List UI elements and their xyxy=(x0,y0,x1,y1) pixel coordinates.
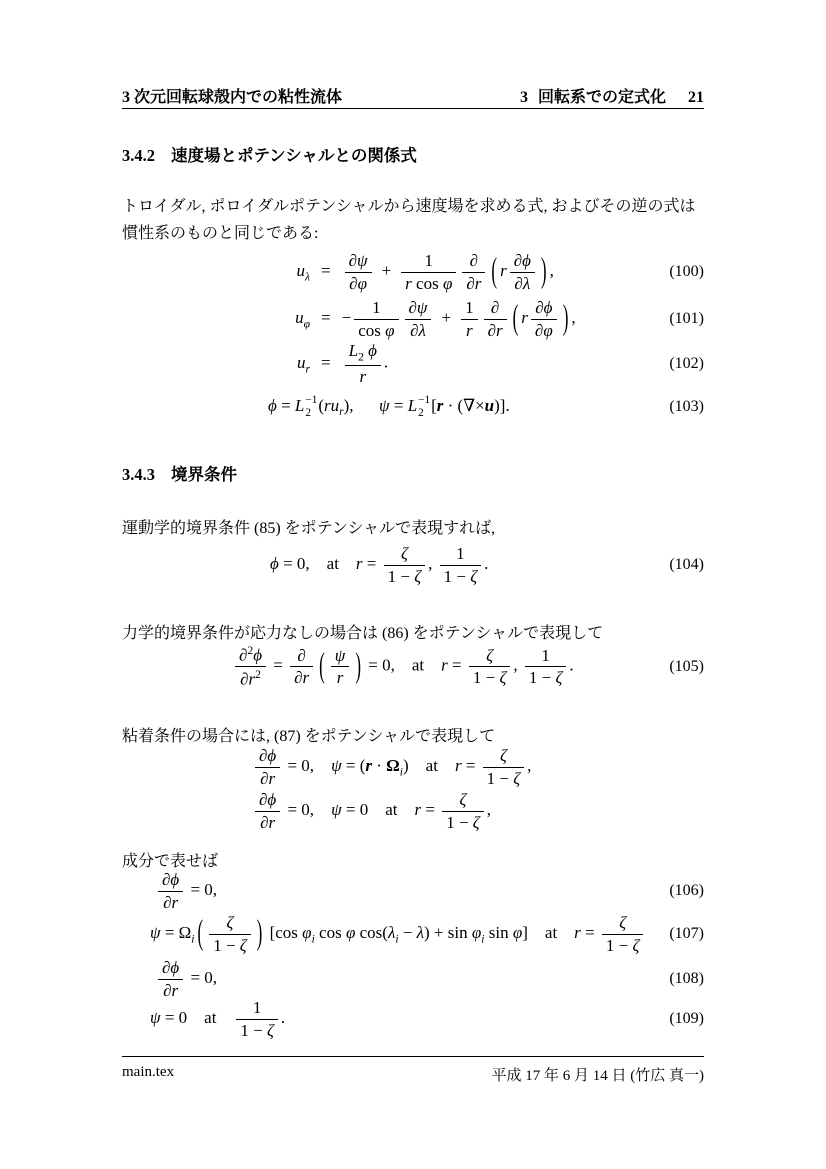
equation-body: ϕ = 0, at r = $\frac{\zeta}{1 - \zeta}$ , $\frac{1}{1 - \zeta}$ . xyxy=(270,543,489,586)
equation-104 xyxy=(122,543,704,587)
header-left-number: 3 xyxy=(122,89,130,106)
section-title: 境界条件 xyxy=(171,466,237,484)
header-right xyxy=(520,84,704,107)
page-header xyxy=(122,84,704,107)
section-heading-343 xyxy=(122,461,704,485)
footer-filename: main.tex xyxy=(122,1064,175,1080)
equation-103 xyxy=(122,385,704,429)
equation-number: (103) xyxy=(669,398,704,415)
equation-number: (109) xyxy=(669,1010,704,1027)
equation-body: $u_\varphi$ = − $\frac{1}{\text{cos φ}}$ $\frac{\partial\psi}{\partial\lambda}$ + $\frac{1}{r}$ ∂ ∂r ( r $\frac{\partial\phi}{\partial\varphi}$ ) , xyxy=(295,297,576,340)
equation-108 xyxy=(122,957,704,1001)
header-section-title: 回転系での定式化 xyxy=(537,89,666,106)
equation-number: (105) xyxy=(669,657,704,675)
equation-number: (100) xyxy=(669,263,704,280)
equation-102 xyxy=(122,341,704,386)
header-left-title: 次元回転球殻内での粘性流体 xyxy=(134,89,343,106)
section-title: 速度場とポテンシャルとの関係式 xyxy=(171,147,417,165)
header-rule xyxy=(122,108,704,109)
equation-body: $\frac{\partial\phi}{\partial r}$ = 0, xyxy=(155,958,217,1000)
equation-body: $\psi = \Omega_i$ ( $\frac{\zeta}{1 - \zeta}$ ) [cos $\varphi_i$ cos φ $\cos(\lambda_i - \lambda) + \sin \varphi_i$ sin φ] at r = $\frac{\zeta}{1 - \zeta}$ xyxy=(150,913,646,955)
paragraph-components: 成分で表せば xyxy=(122,853,219,870)
paragraph-intro-line1: トロイダル, ポロイダルポテンシャルから速度場を求める式, およびその逆の式は xyxy=(122,198,696,215)
section-heading-342 xyxy=(122,142,704,166)
equation-number: (107) xyxy=(669,925,704,942)
equation-body: $\frac{\partial\phi}{\partial r}$ = 0, $\psi = (r \cdot \Omega_i)$ at r = $\frac{\zeta}{1 - \zeta}$ , xyxy=(252,746,531,788)
equation-105 xyxy=(122,644,704,689)
equation-number: (106) xyxy=(669,882,704,899)
equation-body: ϕ = L −1 2 $(ru_r)$, ψ = L −1 2 [r · (∇×u)]. xyxy=(268,394,510,419)
equation-101 xyxy=(122,297,704,341)
equation-body: $\frac{\partial\phi}{\partial r}$ = 0, xyxy=(155,870,217,912)
footer-date-author: 平成 17 年 6 月 14 日 (竹広 真一) xyxy=(491,1068,704,1084)
equation-body: $\frac{\partial\phi}{\partial r}$ = 0, ψ = 0 at r = $\frac{\zeta}{1 - \zeta}$ , xyxy=(252,790,491,832)
equation-107 xyxy=(122,912,704,956)
header-left xyxy=(122,84,342,107)
equation-unnumbered-1 xyxy=(122,745,704,789)
paragraph-kinematic: 運動学的境界条件 (85) をポテンシャルで表現すれば, xyxy=(122,520,496,537)
equation-106 xyxy=(122,869,704,913)
equation-number: (102) xyxy=(669,354,704,372)
header-section-number: 3 xyxy=(519,89,528,106)
paragraph-intro xyxy=(122,193,704,247)
paragraph-dynamic: 力学的境界条件が応力なしの場合は (86) をポテンシャルで表現して xyxy=(122,625,604,642)
page-number: 21 xyxy=(688,89,704,106)
paragraph-intro-line2: 慣性系のものと同じである: xyxy=(122,225,319,242)
equation-body: $u_r$ = $\frac{L_2 \phi}{r}$ . xyxy=(297,341,389,386)
equation-number: (108) xyxy=(669,970,704,987)
equation-unnumbered-2 xyxy=(122,789,704,833)
section-number: 3.4.2 xyxy=(122,146,155,165)
section-number: 3.4.3 xyxy=(122,465,155,484)
equation-number: (104) xyxy=(669,556,704,573)
footer-rule xyxy=(122,1056,704,1057)
paragraph-noslip: 粘着条件の場合には, (87) をポテンシャルで表現して xyxy=(122,728,496,745)
equation-100 xyxy=(122,250,704,294)
equation-109 xyxy=(122,997,704,1041)
page-footer xyxy=(122,1064,704,1085)
equation-body: $u_\lambda$ = $\frac{\partial\psi}{\partial\varphi}$ + $\frac{1}{\text{r cos φ}}$ ∂ ∂r ( r $\frac{\partial\phi}{\partial\lambda}$ ) , xyxy=(296,250,554,293)
equation-body: ψ = 0 at $\frac{1}{1 - \zeta}$ . xyxy=(150,997,286,1040)
equation-number: (101) xyxy=(669,310,704,327)
equation-body: $\frac{\partial^2\phi}{\partial r^2}$ = ∂ ∂r ( $\frac{\psi}{r}$ ) = 0, at r = $\frac{\zeta}{1 - \zeta}$ , $\frac{1}{1 - \zeta}$ . xyxy=(232,644,574,689)
